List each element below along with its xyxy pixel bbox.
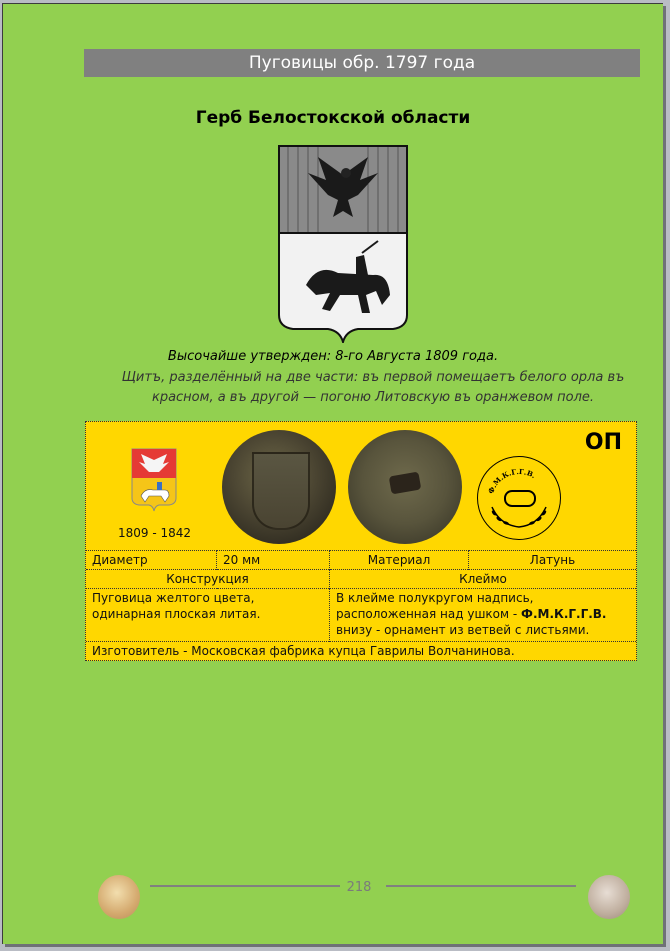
table-row xyxy=(86,570,636,589)
chapter-title: Пуговицы обр. 1797 года xyxy=(248,53,476,73)
mark-text-inscription: Ф.М.К.Г.Г.В. xyxy=(521,607,607,621)
stamp-inscription: Ф.М.К.Г.Г.В. xyxy=(486,466,538,495)
diameter-value: 20 мм xyxy=(217,551,330,570)
mark-text-part2: внизу - орнамент из ветвей с листьями. xyxy=(336,623,590,637)
maker-text: Изготовитель - Московская фабрика купца Гаврилы Волчанинова. xyxy=(86,642,636,661)
mark-text xyxy=(330,589,637,642)
footer-divider-right xyxy=(386,885,576,887)
construction-text: Пуговица желтого цвета, одинарная плоская литая. xyxy=(86,589,330,642)
mark-header: Клеймо xyxy=(330,570,637,589)
button-back-photo xyxy=(348,430,462,544)
shank-slot-icon xyxy=(504,490,536,507)
material-label: Материал xyxy=(330,551,469,570)
table-row xyxy=(86,642,636,661)
page-number: 218 xyxy=(346,880,372,895)
approval-caption: Высочайше утвержден: 8-го Августа 1809 года. xyxy=(167,349,499,364)
specs-table xyxy=(86,550,636,660)
footer-divider-left xyxy=(150,885,340,887)
material-value: Латунь xyxy=(469,551,637,570)
blazon-description: Щитъ, разделённый на две части: въ первой помещаетъ белого орла въ красном, а въ другой — погоню Литовскую въ оранжевом поле. xyxy=(121,370,625,405)
maker-mark-diagram xyxy=(477,456,561,540)
footer-monogram-button-icon xyxy=(588,875,630,919)
button-front-photo xyxy=(222,430,336,544)
coat-of-arms-color-icon xyxy=(131,448,177,512)
document-page xyxy=(2,3,663,944)
button-shield-emboss xyxy=(252,452,310,530)
section-title: Герб Белостокской области xyxy=(195,108,471,128)
footer-eagle-button-icon xyxy=(98,875,140,919)
type-code: ОП xyxy=(584,430,622,455)
button-info-card xyxy=(85,421,637,661)
construction-header: Конструкция xyxy=(86,570,330,589)
table-row xyxy=(86,589,636,642)
button-shank xyxy=(389,472,422,495)
coat-of-arms-engraving xyxy=(278,145,408,343)
chapter-header xyxy=(84,49,640,77)
table-row xyxy=(86,551,636,570)
diameter-label: Диаметр xyxy=(86,551,217,570)
years-period: 1809 - 1842 xyxy=(118,526,192,540)
mark-text-part1: В клейме полукругом надпись, расположенная над ушком - xyxy=(336,591,534,621)
